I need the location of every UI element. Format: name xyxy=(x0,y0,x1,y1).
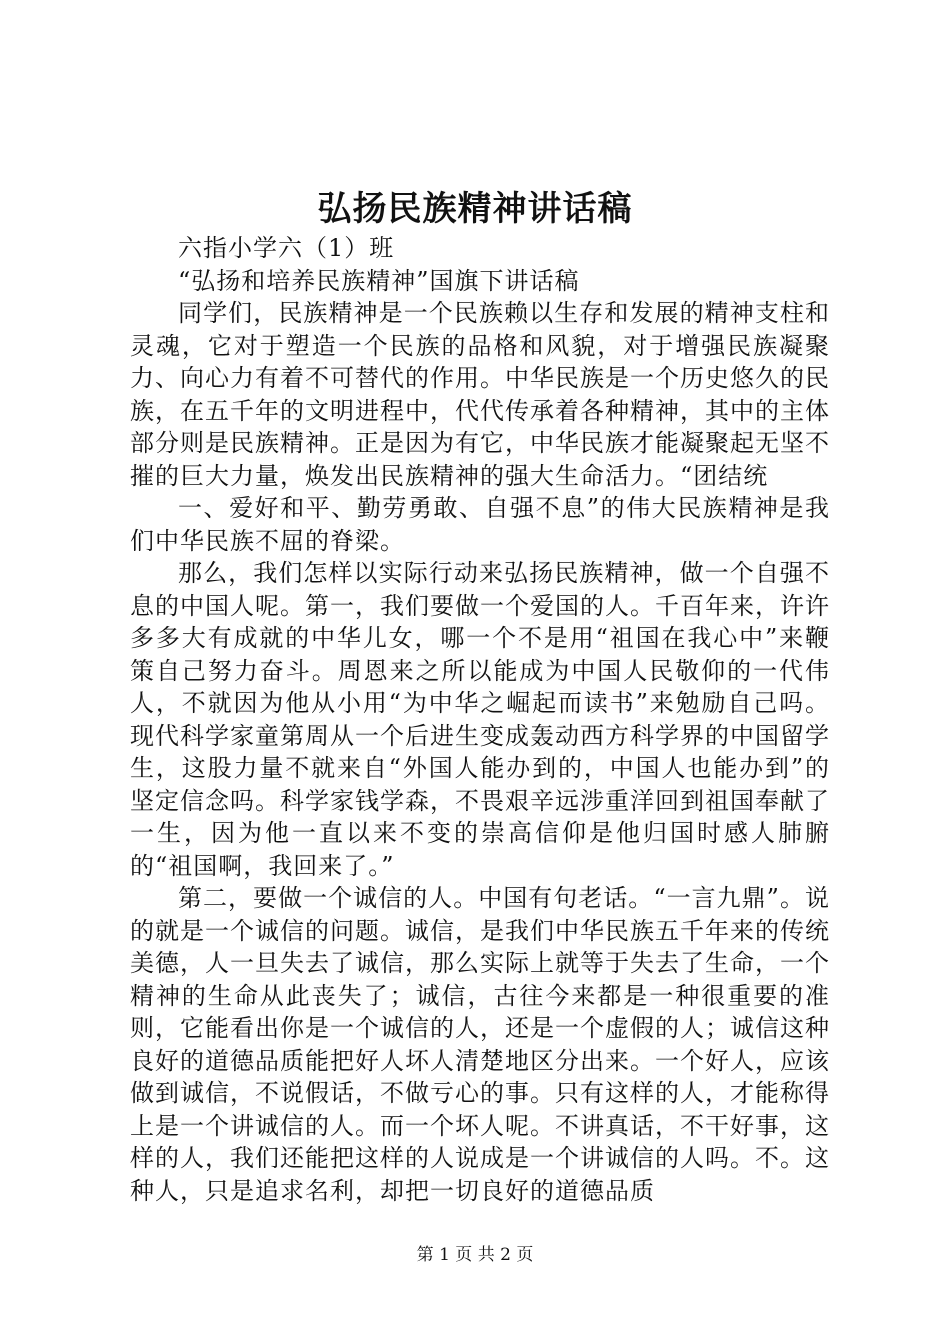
body-paragraph: 同学们，民族精神是一个民族赖以生存和发展的精神支柱和灵魂，它对于塑造一个民族的品格和风貌，对于增强民族凝聚力、向心力有着不可替代的作用。中华民族是一个历史悠久的民族，在五千年的文明进程中，代代传承着各种精神，其中的主体部分则是民族精神。正是因为有它，中华民族才能凝聚起无坚不摧的巨大力量，焕发出民族精神的强大生命活力。“团结统 xyxy=(130,299,830,490)
document-title: 弘扬民族精神讲话稿 xyxy=(317,189,633,229)
body-paragraph: 那么，我们怎样以实际行动来弘扬民族精神，做一个自强不息的中国人呢。第一，我们要做一个爱国的人。千百年来，许许多多大有成就的中华儿女，哪一个不是用“祖国在我心中”来鞭策自己努力奋斗。周恩来之所以能成为中国人民敬仰的一代伟人，不就因为他从小用“为中华之崛起而读书”来勉励自己吗。现代科学家童第周从一个后进生变成轰动西方科学界的中国留学生，这股力量不就来自“外国人能办到的，中国人也能办到”的坚定信念吗。科学家钱学森，不畏艰辛远涉重洋回到祖国奉献了一生，因为他一直以来不变的崇高信仰是他归国时感人肺腑的“祖国啊，我回来了。” xyxy=(130,559,830,880)
document-body xyxy=(130,232,830,1207)
page-number-footer: 第 1 页 共 2 页 xyxy=(416,1245,534,1265)
speech-subtitle: “弘扬和培养民族精神”国旗下讲话稿 xyxy=(178,266,580,295)
body-paragraph: 一、爱好和平、勤劳勇敢、自强不息”的伟大民族精神是我们中华民族不屈的脊梁。 xyxy=(130,494,830,555)
body-paragraph: 第二，要做一个诚信的人。中国有句老话。“一言九鼎”。说的就是一个诚信的问题。诚信，是我们中华民族五千年来的传统美德，人一旦失去了诚信，那么实际上就等于失去了生命，一个精神的生命从此丧失了；诚信，古往今来都是一种很重要的准则，它能看出你是一个诚信的人，还是一个虚假的人；诚信这种良好的道德品质能把好人坏人清楚地区分出来。一个好人，应该做到诚信，不说假话，不做亏心的事。只有这样的人，才能称得上是一个讲诚信的人。而一个坏人呢。不讲真话，不干好事，这样的人，我们还能把这样的人说成是一个讲诚信的人吗。不。这种人，只是追求名利，却把一切良好的道德品质 xyxy=(130,884,830,1205)
class-line: 六指小学六（1）班 xyxy=(178,234,395,262)
